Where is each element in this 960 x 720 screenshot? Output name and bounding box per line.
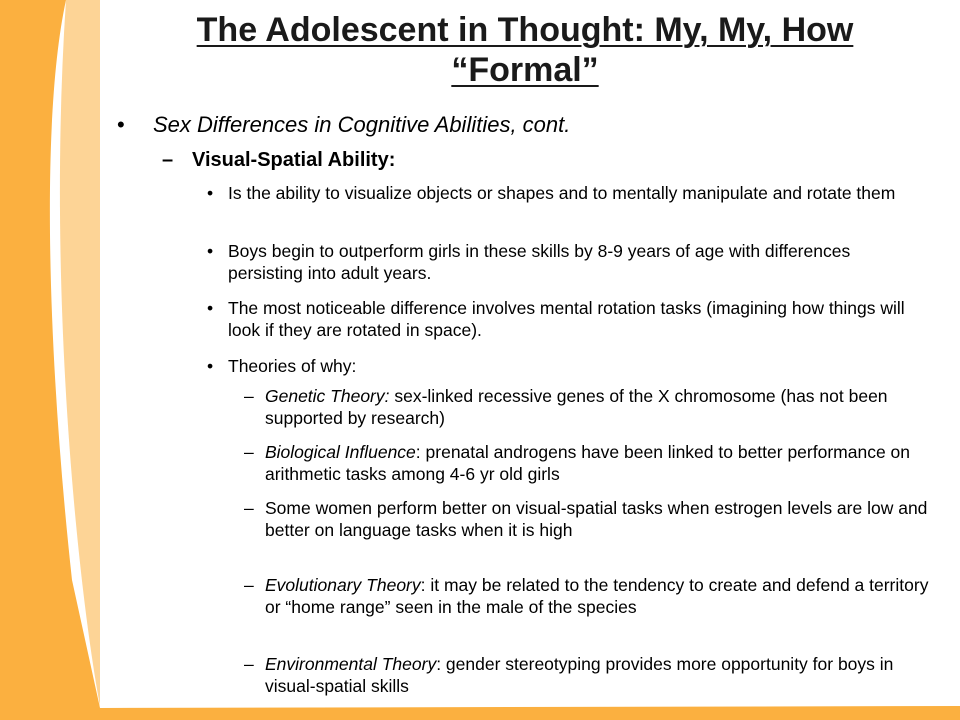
theory-item: – Biological Influence: prenatal androgens have been linked to better performance on arithmetic tasks among 4-6 yr old girls	[244, 442, 911, 484]
slide-content: • Sex Differences in Cognitive Abilities, cont. – Visual-Spatial Ability: • Is the ability to visualize objects or shapes and to mentally manipulate and rotate them • Boys begin to outperform girls in these skills by 8-9 years of age with differences persisting into adult years. • The most noticeable difference involves mental rotation tasks (imagining how things will look if they are rotated in space). • Theories of why: – Genetic Theory: sex-linked recessive genes of the X chromosome (has not been supported by research) – Biological Influence: prenatal androgens have been linked to better performance on arithmetic tasks among 4-6 yr old girls – Some women perform better on visual-spatial tasks when estrogen levels are low and better on language tasks when it is high – Evolutionary Theory: it may be related to the tendency to create and defend a territory or “home range” seen in the male of the species – Environmental Theory: gender stereotyping provides more opportunity for boys in visual-spatial skills	[0, 0, 960, 720]
slide-title: The Adolescent in Thought: My, My, How “Formal”	[196, 11, 854, 89]
subheading-text: Visual-Spatial Ability:	[192, 149, 396, 171]
theory-item: – Some women perform better on visual-spatial tasks when estrogen levels are low and better on language tasks when it is high	[244, 498, 928, 540]
theory-item: – Environmental Theory: gender stereotyping provides more opportunity for boys in visual-spatial skills	[244, 654, 894, 696]
point-item: • The most noticeable difference involves mental rotation tasks (imagining how things will look if they are rotated in space).	[207, 298, 905, 340]
theory-item: – Genetic Theory: sex-linked recessive genes of the X chromosome (has not been supported by research)	[244, 386, 888, 428]
heading-text: Sex Differences in Cognitive Abilities, cont.	[153, 112, 571, 137]
theory-item: – Evolutionary Theory: it may be related to the tendency to create and defend a territory or “home range” seen in the male of the species	[244, 575, 929, 617]
point-item: • Is the ability to visualize objects or shapes and to mentally manipulate and rotate them	[207, 183, 896, 203]
point-item: • Boys begin to outperform girls in these skills by 8-9 years of age with differences persisting into adult years.	[207, 241, 851, 283]
point-item: • Theories of why:	[207, 356, 357, 376]
